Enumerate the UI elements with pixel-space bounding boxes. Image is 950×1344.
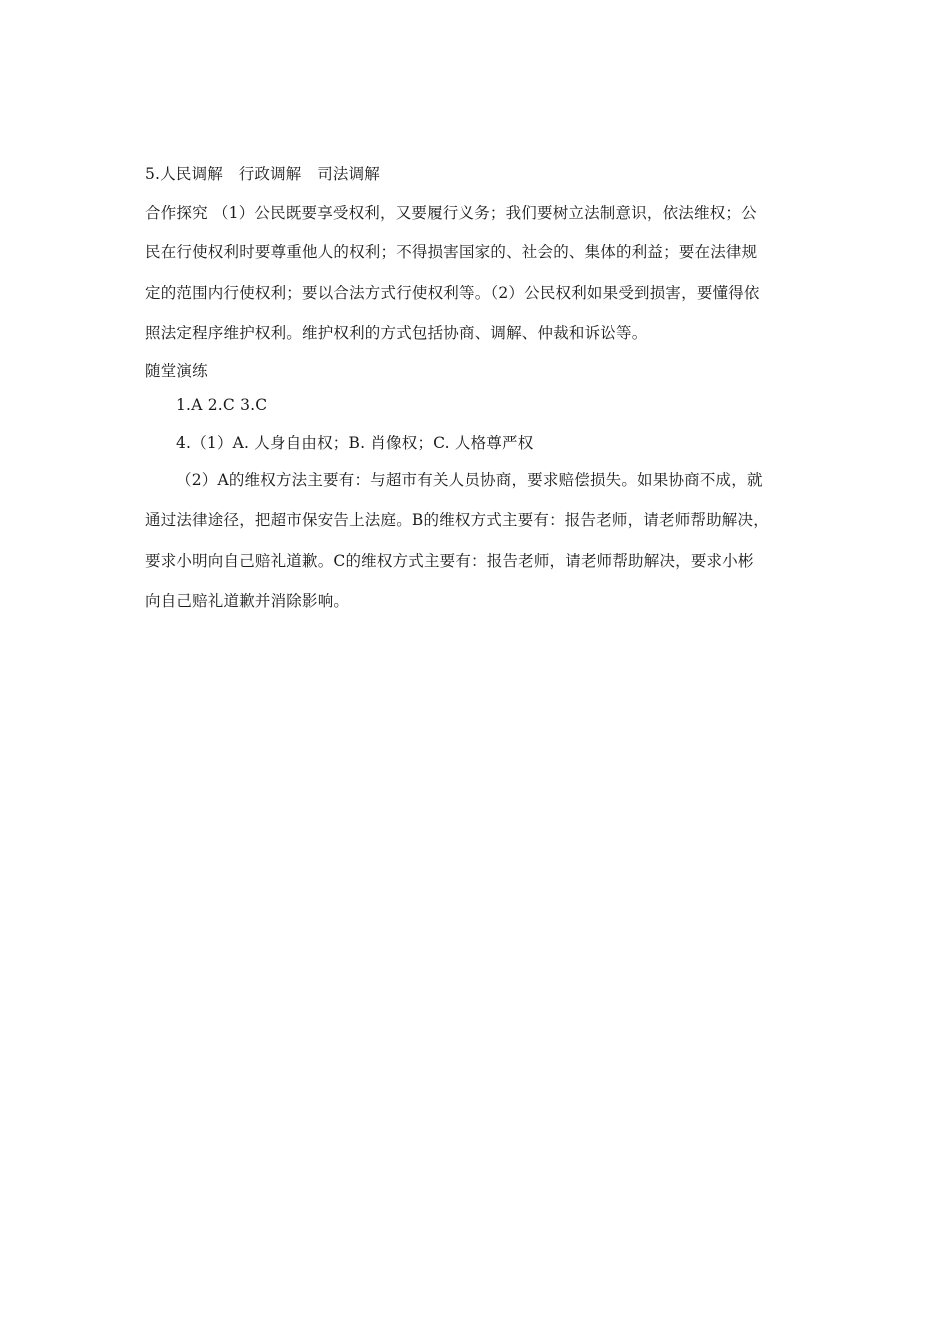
practice-heading: 随堂演练 [145, 362, 208, 380]
cooperation-line-4: 照法定程序维护权利。维护权利的方式包括协商、调解、仲裁和诉讼等。 [145, 324, 648, 342]
answers-1-3: 1.A 2.C 3.C [176, 396, 268, 414]
cooperation-line-1: 合作探究 （1）公民既要享受权利，又要履行义务；我们要树立法制意识，依法维权；公 [145, 204, 757, 222]
cooperation-line-3: 定的范围内行使权利；要以合法方式行使权利等。（2）公民权利如果受到损害，要懂得依 [145, 284, 760, 302]
q4-part2-line-3: 要求小明向自己赔礼道歉。C的维权方式主要有：报告老师，请老师帮助解决，要求小彬 [145, 552, 754, 570]
item-5-mediation-types: 5.人民调解 行政调解 司法调解 [145, 165, 380, 183]
q4-part2-line-1: （2）A的维权方法主要有：与超市有关人员协商，要求赔偿损失。如果协商不成，就 [176, 471, 763, 489]
q4-part1: 4.（1）A. 人身自由权；B. 肖像权；C. 人格尊严权 [176, 434, 534, 452]
q4-part2-line-2: 通过法律途径，把超市保安告上法庭。B的维权方式主要有：报告老师，请老师帮助解决， [145, 511, 769, 529]
cooperation-line-2: 民在行使权利时要尊重他人的权利；不得损害国家的、社会的、集体的利益；要在法律规 [145, 243, 758, 261]
q4-part2-line-4: 向自己赔礼道歉并消除影响。 [145, 592, 350, 610]
